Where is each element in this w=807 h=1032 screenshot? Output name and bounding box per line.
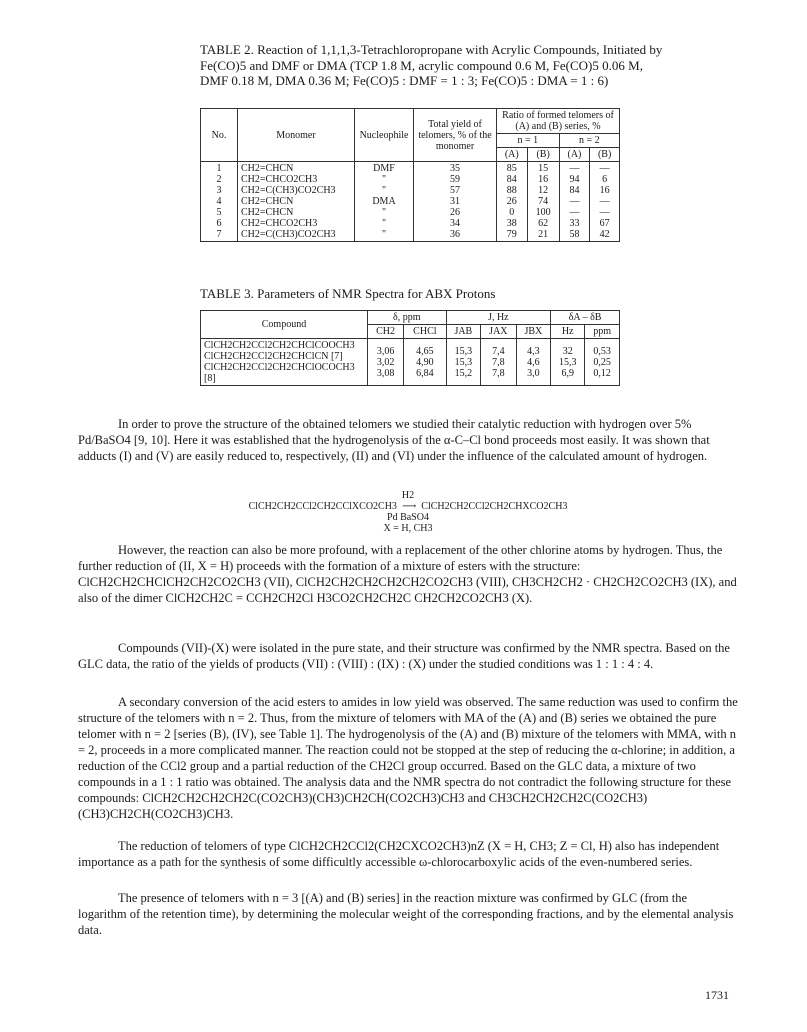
paragraph-6 [78, 890, 738, 938]
t3-header-jab: JAB [446, 325, 481, 339]
t3-header-j-hz: J, Hz [446, 311, 551, 325]
equation-under-arrow: Pd BaSO4 [387, 512, 429, 523]
paragraph-1-text: In order to prove the structure of the obtained telomers we studied their catalytic reduction with hydrogen over 5% Pd/BaSO4 [9, 10]. Here it was established that the hydrogenolysis of the α-C–Cl bond proceeds most easily. It was shown that adducts (I) and (V) are easily reduced to, respectively, (II) and (VI) under the influence of the calculated amount of hydrogen. [78, 417, 710, 463]
t2-col-n1b: 15 16 12 74 100 62 21 [527, 162, 559, 242]
t2-col-total: 35 59 57 31 26 34 36 [414, 162, 497, 242]
t3-header-ppm: ppm [585, 325, 620, 339]
paragraph-6-text: The presence of telomers with n = 3 [(A) and (B) series] in the reaction mixture was confirmed by GLC (from the logarithm of the retention time), by determining the molecular weight of the corresponding fractions, and by the elemental analysis data. [78, 891, 734, 937]
t3-header-hz: Hz [551, 325, 585, 339]
page-number: 1731 [705, 988, 729, 1002]
t2-header-monomer: Monomer [238, 109, 355, 162]
t3-col-compound: ClCH2CH2CCl2CH2CHClCOOCH3 ClCH2CH2CCl2CH2CHClCN [7] ClCH2CH2CCl2CH2CHClOCOCH3 [8] [201, 339, 368, 386]
paragraph-5 [78, 838, 738, 870]
paragraph-4 [78, 694, 738, 822]
t3-col-ppm: 0,53 0,25 0,12 [585, 339, 620, 386]
t2-col-no: 1 2 3 4 5 6 7 [201, 162, 238, 242]
t2-col-n1a: 85 84 88 26 0 38 79 [497, 162, 528, 242]
t2-col-nucleophile: DMF " " DMA " " " [355, 162, 414, 242]
t2-header-n1-b: (B) [527, 148, 559, 162]
t2-col-n2b: — 6 16 — — 67 42 [590, 162, 620, 242]
t3-header-jax: JAX [481, 325, 516, 339]
t2-col-monomer: CH2=CHCN CH2=CHCO2CH3 CH2=C(CH3)CO2CH3 CH2=CHCN CH2=CHCN CH2=CHCO2CH3 CH2=C(CH3)CO2CH3 [238, 162, 355, 242]
paragraph-4-text: A secondary conversion of the acid esters to amides in low yield was observed. The same reduction was used to confirm the structure of the telomers with n = 2. Thus, from the mixture of telomers with MA of the (A) and (B) series we obtained the pure telomer with n = 2 [series (B), (IV), see Table 1]. The hydrogenolysis of the (A) and (B) mixture of the telomers with MMA, with n = 2, proceeds in a more complicated manner. The reaction could not be stopped at the step of reducing the α-chlorine; in addition, a reduction of the CCl2 group and a partial reduction of the CH2Cl group occurred. Based on the GLC data, a mixture of two compounds in a 1 : 1 ratio was obtained. The analysis data and the NMR spectra do not contradict the following structure for these compounds: ClCH2CH2CH2CH2C(CO2CH3)(CH3)CH2CH(CO2CH3)CH3 and CH3CH2CH2CH2C(CO2CH3)(CH3)CH2CH(CO2CH3)CH3. [78, 695, 738, 821]
t2-header-no: No. [201, 109, 238, 162]
equation-product: ClCH2CH2CCl2CH2CHXCO2CH3 [421, 501, 568, 512]
t2-col-n2a: — 94 84 — — 33 58 [559, 162, 590, 242]
paragraph-1 [78, 416, 738, 464]
paragraph-3 [78, 640, 738, 672]
t2-header-n1-a: (A) [497, 148, 528, 162]
t3-col-chcl: 4,65 4,90 6,84 [404, 339, 446, 386]
equation-reactant: ClCH2CH2CCl2CH2CClXCO2CH3 [248, 501, 397, 512]
t3-header-ch2: CH2 [368, 325, 404, 339]
t3-col-jab: 15,3 15,3 15,2 [446, 339, 481, 386]
t3-col-ch2: 3,06 3,02 3,08 [368, 339, 404, 386]
t2-header-n2-a: (A) [559, 148, 590, 162]
t2-header-n1: n = 1 [497, 134, 560, 148]
t3-header-compound: Compound [201, 311, 368, 339]
t3-col-jax: 7,4 7,8 7,8 [481, 339, 516, 386]
t3-header-delta-ab: δA – δB [551, 311, 620, 325]
t3-header-chcl: CHCl [404, 325, 446, 339]
t3-col-jbx: 4,3 4,6 3,0 [516, 339, 551, 386]
equation-condition: X = H, CH3 [383, 523, 433, 534]
t2-header-n2: n = 2 [559, 134, 619, 148]
paragraph-5-text: The reduction of telomers of type ClCH2CH2CCl2(CH2CXCO2CH3)nZ (X = H, CH3; Z = Cl, H) also has independent importance as a path for the synthesis of some difficultly accessible ω-chlorocarboxylic acids of the even-numbered series. [78, 839, 720, 869]
t3-header-jbx: JBX [516, 325, 551, 339]
table2 [200, 108, 620, 242]
t3-col-hz: 32 15,3 6,9 [551, 339, 585, 386]
t2-header-nucleophile: Nucleophile [355, 109, 414, 162]
paragraph-2-text: However, the reaction can also be more profound, with a replacement of the other chlorine atoms by hydrogen. Thus, the further reduction of (II, X = H) proceeds with the formation of a mixture of esters with the structure: ClCH2CH2CHClCH2CH2CO2CH3 (VII), ClCH2CH2CH2CH2CH2CO2CH3 (VIII), CH3CH2CH2 · CH2CH2CO2CH3 (IX), and also of the dimer ClCH2CH2C = CCH2CH2Cl H3CO2CH2CH2C CH2CH2CO2CH3 (X). [78, 543, 737, 605]
paragraph-3-text: Compounds (VII)-(X) were isolated in the pure state, and their structure was confirmed by the NMR spectra. Based on the GLC data, the ratio of the yields of products (VII) : (VIII) : (IX) : (X) under the studied conditions was 1 : 1 : 4 : 4. [78, 641, 730, 671]
table3 [200, 310, 620, 386]
table2-caption: TABLE 2. Reaction of 1,1,1,3-Tetrachloropropane with Acrylic Compounds, Initiated by Fe(CO)5 and DMF or DMA (TCP 1.8 M, acrylic compound 0.6 M, Fe(CO)5 0.06 M, DMF 0.18 M, DMA 0.36 M; Fe(CO)5 : DMF = 1 : 3; Fe(CO)5 : DMA = 1 : 6) [200, 42, 663, 88]
table3-caption: TABLE 3. Parameters of NMR Spectra for ABX Protons [200, 286, 496, 301]
equation-line: ClCH2CH2CCl2CH2CClXCO2CH3 ⟶ ClCH2CH2CCl2CH2CHXCO2CH3 [248, 501, 568, 512]
equation-over-arrow: H2 [401, 490, 415, 501]
t3-header-delta-ppm: δ, ppm [368, 311, 447, 325]
t2-header-total-yield: Total yield of telomers, % of the monomer [414, 109, 497, 162]
t2-header-n2-b: (B) [590, 148, 620, 162]
t2-header-ratio: Ratio of formed telomers of (A) and (B) series, % [497, 109, 620, 134]
reduction-equation [78, 490, 738, 534]
paragraph-2 [78, 542, 738, 606]
